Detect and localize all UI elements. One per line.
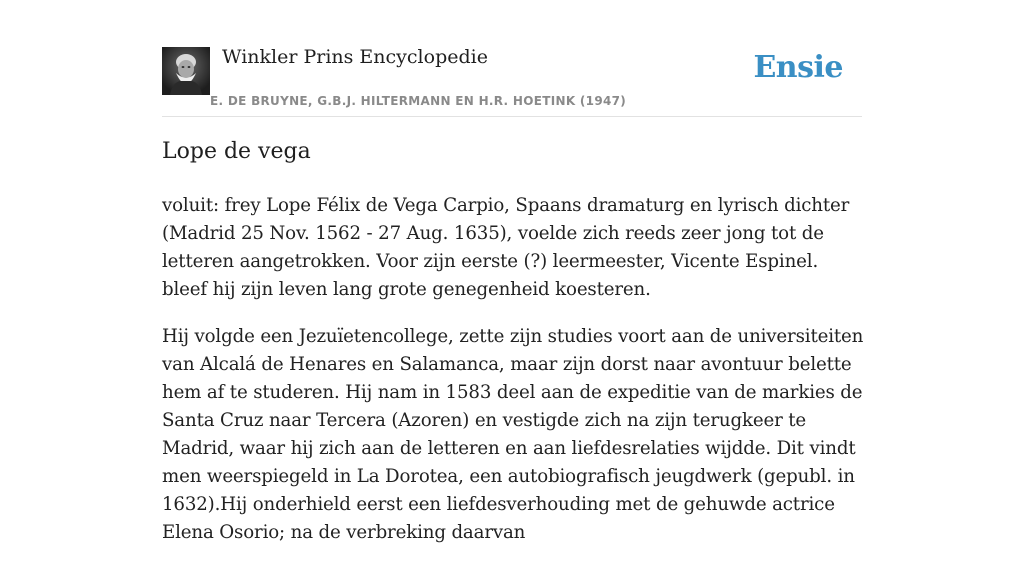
source-title[interactable]: Winkler Prins Encyclopedie <box>222 46 488 68</box>
paragraph: Hij volgde een Jezuïetencollege, zette zijn studies voort aan de universiteiten van Alcalá de Henares en Salamanca, maar zijn dorst naar avontuur belette hem af te studeren. Hij nam in 1583 deel aan de expeditie van de markies de Santa Cruz naar Tercera (Azoren) en vestigde zich na zijn terugkeer te Madrid, waar hij zich aan de letteren en aan liefdesrelaties wijdde. Dit vindt men weerspiegeld in La Dorotea, een autobiografisch jeugdwerk (gepubl. in 1632).Hij onderhield eerst een liefdesverhouding met de gehuwde actrice Elena Osorio; na de verbreking daarvan <box>162 326 864 543</box>
avatar[interactable] <box>162 47 210 95</box>
source-header <box>162 46 862 117</box>
portrait-photo-icon <box>162 47 210 95</box>
authors-line: E. DE BRUYNE, G.B.J. HILTERMANN EN H.R. HOETINK (1947) <box>210 94 627 108</box>
article-body <box>162 192 867 566</box>
paragraph: voluit: frey Lope Félix de Vega Carpio, Spaans dramaturg en lyrisch dichter (Madrid 25 Nov. 1562 - 27 Aug. 1635), voelde zich reeds zeer jong tot de letteren aangetrokken. Voor zijn eerste (?) leermeester, Vicente Espinel. bleef hij zijn leven lang grote genegenheid koesteren. <box>162 195 850 300</box>
page-title: Lope de vega <box>162 139 311 164</box>
brand-logo[interactable]: Ensie <box>753 50 843 85</box>
